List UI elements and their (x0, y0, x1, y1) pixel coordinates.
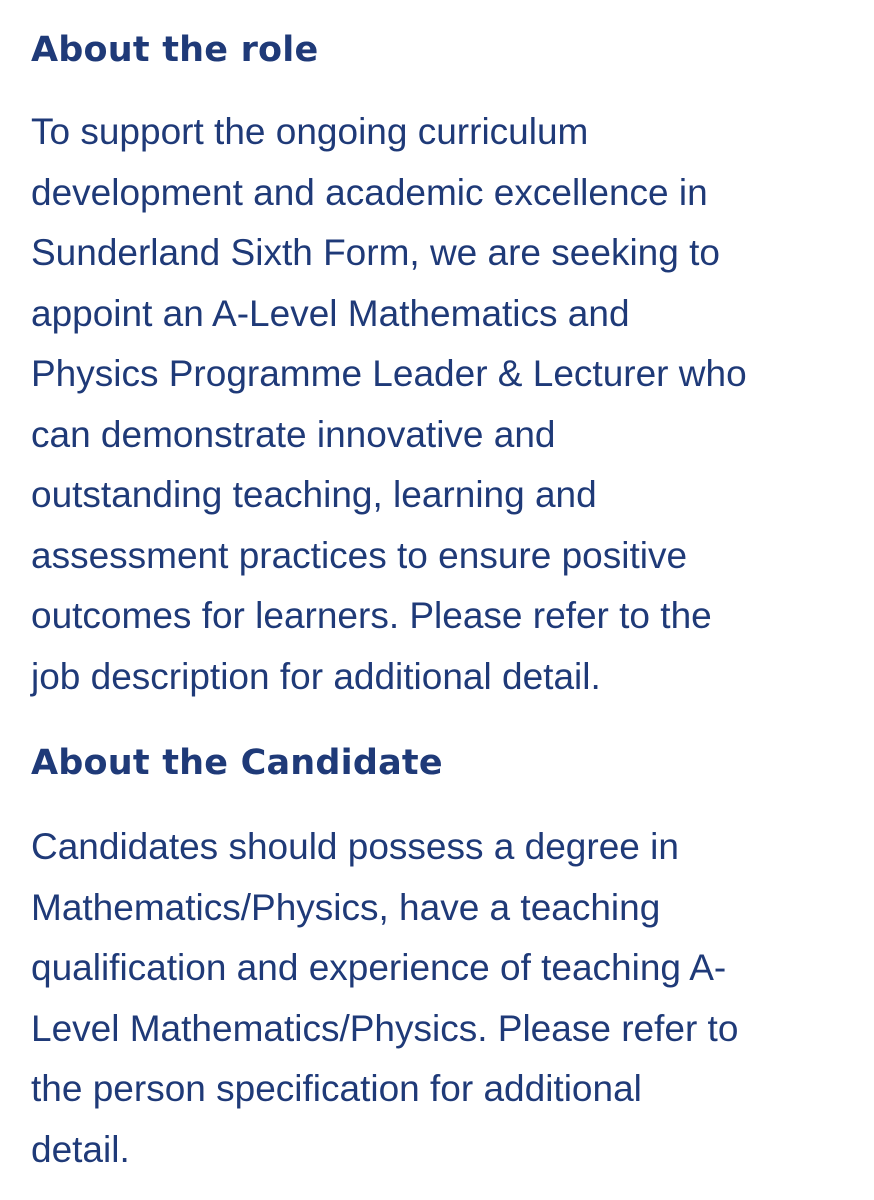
paragraph-line: appoint an A-Level Mathematics and (31, 292, 630, 334)
paragraph-line: assessment practices to ensure positive (31, 534, 688, 576)
about-the-role-paragraph (31, 102, 861, 707)
paragraph-line: Sunderland Sixth Form, we are seeking to (31, 232, 720, 273)
about-the-candidate-paragraph (31, 817, 861, 1180)
paragraph-line: To support the ongoing curriculum (31, 111, 589, 152)
paragraph-line: Candidates should possess a degree in (31, 826, 679, 867)
paragraph-line: detail. (31, 1128, 130, 1170)
paragraph-line: Mathematics/Physics, have a teaching (31, 886, 661, 928)
paragraph-line: development and academic excellence in (31, 171, 708, 213)
paragraph-line: can demonstrate innovative and (31, 413, 556, 455)
paragraph-line: qualification and experience of teaching A- (31, 947, 727, 988)
paragraph-line: job description for additional detail. (31, 655, 601, 697)
paragraph-line: outcomes for learners. Please refer to the (31, 595, 712, 636)
about-the-role-heading: About the role (31, 30, 319, 70)
paragraph-line: Level Mathematics/Physics. Please refer to (31, 1007, 739, 1049)
paragraph-line: the person specification for additional (31, 1068, 642, 1109)
about-the-candidate-heading: About the Candidate (31, 743, 443, 783)
paragraph-line: outstanding teaching, learning and (31, 474, 597, 515)
paragraph-line: Physics Programme Leader & Lecturer who (31, 353, 747, 394)
